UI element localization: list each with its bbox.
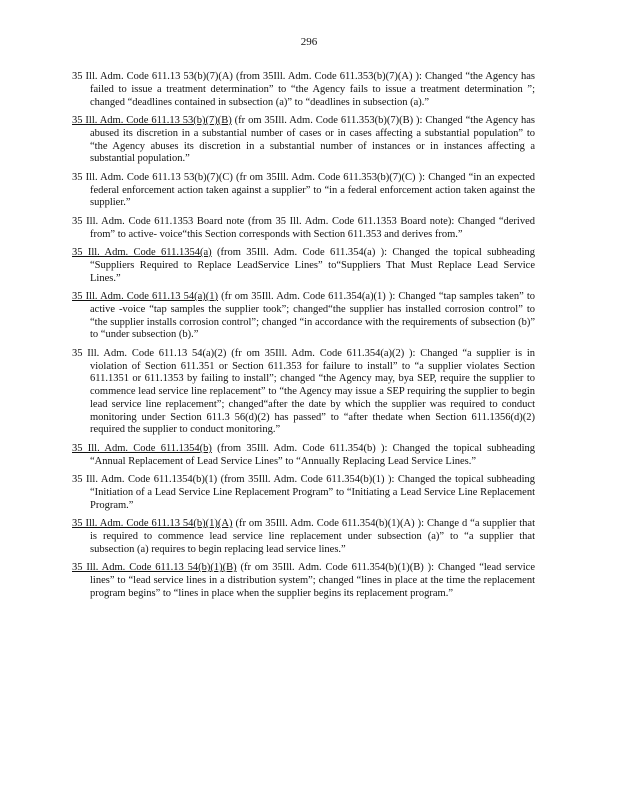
entry (72, 115, 535, 166)
entry-citation: 35 Ill. Adm. Code 611.13 53(b)(7)(A) (72, 71, 233, 82)
entry (72, 216, 535, 242)
entry (72, 291, 535, 342)
entry-text: (fr om 35Ill. Adm. Code 611.354(b)(1)(B) ): Changed “lead service lines” to “lead service lines in a distribution system”; changed “lines in place at the time the replacement program begins” to “lines in place when the supplier begins its replacement program.” (90, 562, 535, 599)
entry (72, 518, 535, 556)
entry-citation: 35 Ill. Adm. Code 611.1354(a) (72, 246, 212, 258)
entry-citation: 35 Ill. Adm. Code 611.1354(b) (72, 442, 212, 454)
entry-text: (fr om 35Ill. Adm. Code 611.353(b)(7)(B) ): Changed “the Agency has abused its discretion in a substantial number of cases or in cases affecting a substantial population” to “the Agency abuses its discretion in a substantial number of instances or in instances affecting a substantial population.” (90, 114, 535, 165)
entry-citation: 35 Ill. Adm. Code 611.13 54(b)(1)(A) (72, 518, 233, 530)
entry (72, 247, 535, 285)
entry-text: (from 35Ill. Adm. Code 611.353(b)(7)(A) ): Changed “the Agency has failed to issue a treatment determination” to “the Agency fails to issue a treatment determination ”; changed “deadlines contained in subsection (a)” to “deadlines in subsection (a).” (90, 71, 535, 108)
entry-text: (from 35Ill. Adm. Code 611.354(b) ): Changed the topical subheading “Annual Replacement of Lead Service Lines” to “Annually Replacing Lead Service Lines.” (90, 442, 535, 467)
entry (72, 474, 535, 512)
entry-text: (fr om 35Ill. Adm. Code 611.353(b)(7)(C) ): Changed “in an expected federal enforcement action taken against a supplier” to “in a federal enforcement action taken against the supplier.” (90, 171, 536, 209)
entry-text: (fr om 35Ill. Adm. Code 611.354(b)(1)(A) ): Change d “a supplier that is required to commence lead service line replacement under subsection (a)” to “a supplier that subsection (a) requires to begin replacing lead service lines.” (90, 518, 535, 555)
entry (72, 348, 535, 438)
entry-text: (fr om 35Ill. Adm. Code 611.354(a)(2) ): Changed “a supplier is in violation of Section 611.351 or Section 611.353 for failure to install” to “a supplier violates Section 611.1351 or 611.1353 by failing to install”; changed “the Agency may, bya SEP, require the supplier to commence lead service line replacement” to “the Agency may issue a SEP requiring the supplier to begin lead service line replacement”; changed“after the date by which the supplier was required to conduct monitoring under Section 611.3 56(d)(2) has passed” to “after thedate when Section 611.1356(d)(2) required the supplier to conduct monitoring.” (90, 347, 535, 436)
entry-citation: 35 Ill. Adm. Code 611.13 54(a)(2) (72, 347, 227, 359)
entry (72, 172, 535, 210)
entry-citation: 35 Ill. Adm. Code 611.1354(b)(1) (72, 474, 218, 486)
entries-list (72, 71, 535, 606)
entry-citation: 35 Ill. Adm. Code 611.13 53(b)(7)(B) (72, 114, 232, 126)
entry (72, 562, 535, 600)
page-number: 296 (300, 36, 318, 48)
entry (72, 71, 535, 109)
entry-citation: 35 Ill. Adm. Code 611.13 54(a)(1) (72, 290, 219, 302)
entry-citation: 35 Ill. Adm. Code 611.1353 Board note (72, 215, 245, 227)
entry-text: (from 35Ill. Adm. Code 611.354(b)(1) ): Changed the topical subheading “Initiation of a Lead Service Line Replacement Program” to “Initiating a Lead Service Line Replacement Program.” (90, 474, 535, 511)
entry-text: (from 35Ill. Adm. Code 611.354(a) ): Changed the topical subheading “Suppliers Required to Replace LeadService Lines” to“Suppliers That Must Replace Lead Service Lines.” (90, 246, 535, 284)
entry-citation: 35 Ill. Adm. Code 611.13 53(b)(7)(C) (72, 171, 233, 183)
entry-text: (from 35 Ill. Adm. Code 611.1353 Board note): Changed “derived from” to active- voice“this Section corresponds with Section 611.353 and derives from.” (90, 215, 536, 240)
entry (72, 443, 535, 469)
entry-text: (fr om 35Ill. Adm. Code 611.354(a)(1) ): Changed “tap samples taken” to active -voice “tap samples the supplier took”; changed“the supplier has installed corrosion control” to “the supplier installs corrosion control”; changed “in accordance with the requirements of subsection (b)” to “under subsection (b).” (90, 290, 535, 341)
entry-citation: 35 Ill. Adm. Code 611.13 54(b)(1)(B) (72, 562, 237, 574)
